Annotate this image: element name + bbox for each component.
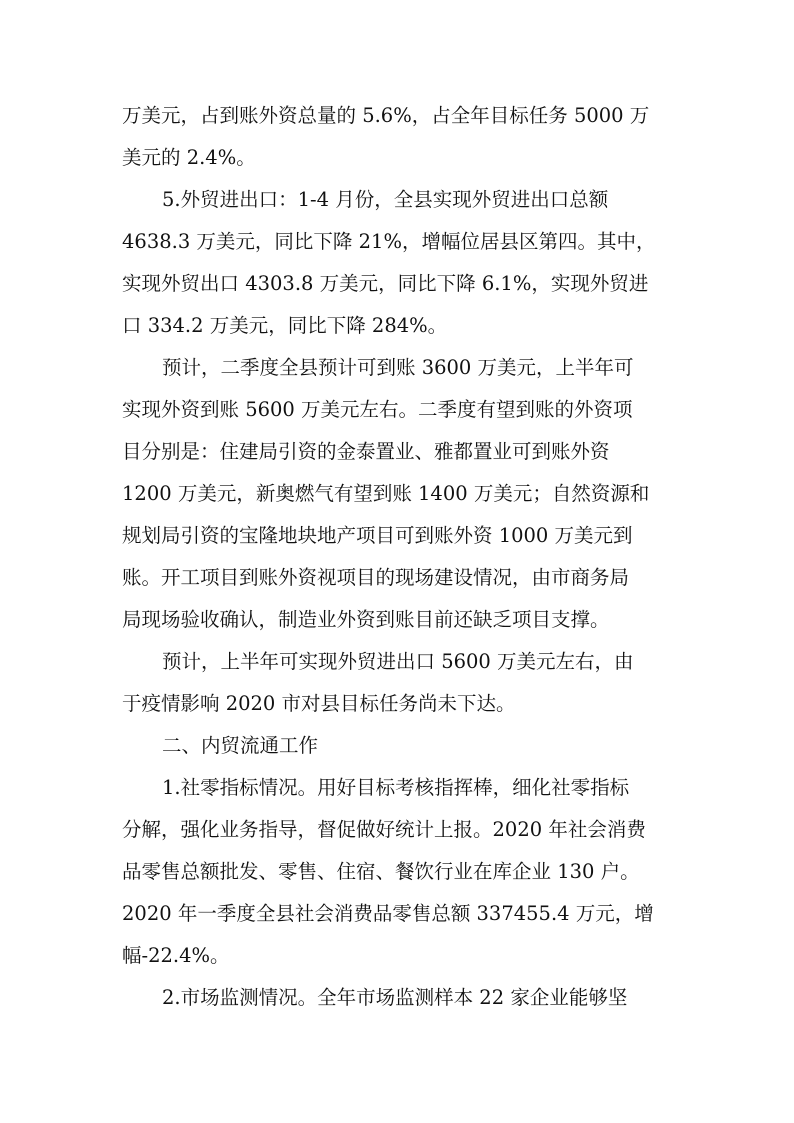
- section-heading: 二、内贸流通工作: [162, 734, 319, 757]
- text-line: 实现外贸出口 4303.8 万美元，同比下降 6.1%，实现外贸进: [122, 272, 649, 295]
- text-line: 于疫情影响 2020 市对县目标任务尚未下达。: [122, 692, 516, 715]
- text-line: 美元的 2.4%。: [122, 145, 256, 169]
- text-line: 规划局引资的宝隆地块地产项目可到账外资 1000 万美元到: [122, 524, 633, 547]
- text-line: 预计，上半年可实现外贸进出口 5600 万美元左右，由: [162, 650, 634, 673]
- text-line: 幅-22.4%。: [122, 944, 230, 967]
- text-line: 2.市场监测情况。全年市场监测样本 22 家企业能够坚: [162, 986, 628, 1009]
- text-line: 5.外贸进出口：1-4 月份，全县实现外贸进出口总额: [162, 188, 609, 211]
- text-line: 实现外资到账 5600 万美元左右。二季度有望到账的外资项: [122, 398, 633, 421]
- text-line: 目分别是：住建局引资的金泰置业、雅都置业可到账外资: [122, 440, 610, 463]
- text-line: 口 334.2 万美元，同比下降 284%。: [122, 314, 448, 337]
- text-line: 账。开工项目到账外资视项目的现场建设情况，由市商务局: [122, 566, 630, 589]
- text-line: 预计，二季度全县预计可到账 3600 万美元，上半年可: [162, 356, 634, 379]
- text-line: 4638.3 万美元，同比下降 21%，增幅位居县区第四。其中，: [122, 230, 656, 253]
- text-line: 品零售总额批发、零售、住宿、餐饮行业在库企业 130 户。: [122, 860, 640, 883]
- text-line: 1200 万美元，新奥燃气有望到账 1400 万美元；自然资源和: [122, 482, 650, 505]
- text-line: 分解，强化业务指导，督促做好统计上报。2020 年社会消费: [122, 818, 646, 841]
- text-line: 万美元，占到账外资总量的 5.6%，占全年目标任务 5000 万: [122, 104, 650, 127]
- text-line: 局现场验收确认，制造业外资到账目前还缺乏项目支撑。: [122, 608, 610, 631]
- text-line: 2020 年一季度全县社会消费品零售总额 337455.4 万元，增: [122, 902, 654, 925]
- text-line: 1.社零指标情况。用好目标考核指挥棒，细化社零指标: [162, 776, 630, 799]
